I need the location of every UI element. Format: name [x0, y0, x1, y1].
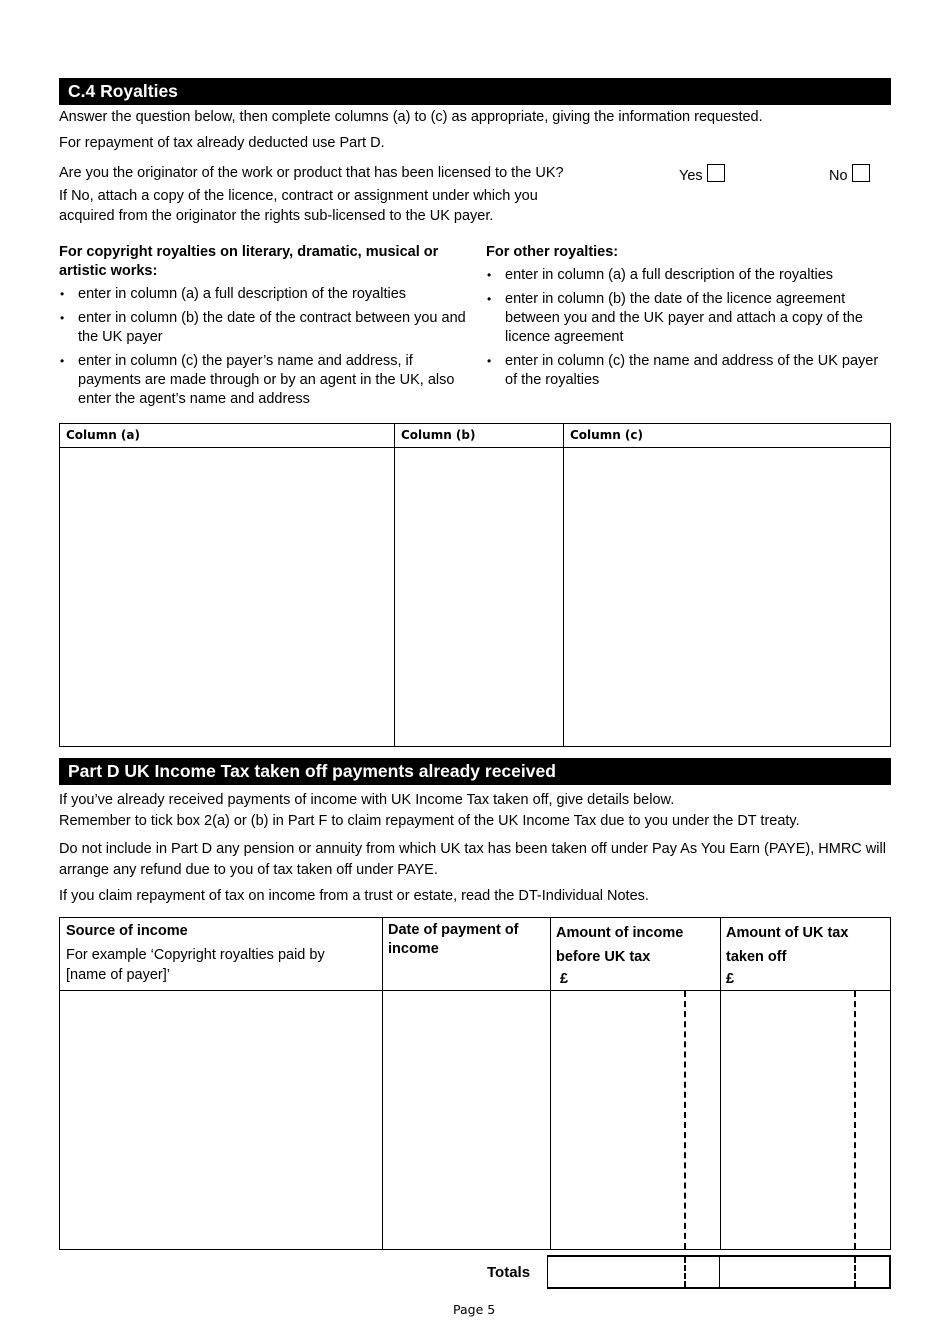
- originator-note-2: acquired from the originator the rights sub-licensed to the UK payer.: [59, 208, 494, 224]
- column-c-header: Column (c): [570, 428, 644, 442]
- royalties-table: [59, 423, 891, 747]
- yes-option[interactable]: [679, 164, 725, 186]
- originator-note-1: If No, attach a copy of the licence, contract or assignment under which you: [59, 188, 538, 204]
- other-item: • enter in column (c) the name and address of the UK payer of the royalties: [486, 352, 891, 390]
- totals-label: Totals: [487, 1264, 531, 1281]
- tax-currency: £: [726, 971, 735, 987]
- part-d-para3: If you claim repayment of tax on income from a trust or estate, read the DT-Individual Notes.: [59, 888, 649, 904]
- totals-row: [547, 1255, 891, 1289]
- other-instructions: [486, 243, 891, 395]
- amount-currency: £: [560, 971, 569, 987]
- source-field[interactable]: [60, 991, 382, 1249]
- part-d-para1-line1: If you’ve already received payments of income with UK Income Tax taken off, give details below.: [59, 792, 675, 808]
- copyright-item: • enter in column (a) a full description of the royalties: [59, 285, 469, 304]
- yes-checkbox[interactable]: [707, 164, 725, 182]
- tax-heading: Amount of UK tax taken off: [726, 925, 849, 965]
- column-c-field[interactable]: [564, 448, 890, 746]
- yes-label: Yes: [679, 168, 703, 184]
- income-tax-table: [59, 917, 891, 1250]
- column-b-header: Column (b): [401, 428, 476, 442]
- other-item: • enter in column (b) the date of the licence agreement between you and the UK payer and attach a copy of the licence agreement: [486, 290, 891, 347]
- column-b-field[interactable]: [395, 448, 563, 746]
- other-item: • enter in column (a) a full description of the royalties: [486, 266, 891, 285]
- part-d-title: Part D UK Income Tax taken off payments already received: [59, 758, 891, 785]
- column-a-header: Column (a): [66, 428, 140, 442]
- part-d-para1-line2: Remember to tick box 2(a) or (b) in Part F to claim repayment of the UK Income Tax due to you under the DT treaty.: [59, 813, 800, 829]
- c4-intro-2: For repayment of tax already deducted use Part D.: [59, 135, 385, 151]
- copyright-instructions: [59, 243, 469, 414]
- copyright-heading: For copyright royalties on literary, dramatic, musical or artistic works:: [59, 244, 439, 279]
- originator-question: Are you the originator of the work or product that has been licensed to the UK?: [59, 165, 564, 181]
- no-label: No: [829, 168, 848, 184]
- no-checkbox[interactable]: [852, 164, 870, 182]
- date-field[interactable]: [383, 991, 550, 1249]
- no-option[interactable]: [829, 164, 870, 186]
- c4-intro-1: Answer the question below, then complete columns (a) to (c) as appropriate, giving the information requested.: [59, 109, 763, 125]
- date-heading: Date of payment of income: [388, 922, 519, 957]
- total-amount-field[interactable]: [548, 1257, 719, 1287]
- source-heading: Source of income: [66, 923, 188, 939]
- amount-field[interactable]: [551, 991, 720, 1249]
- copyright-item: • enter in column (b) the date of the contract between you and the UK payer: [59, 309, 469, 347]
- amount-heading: Amount of income before UK tax: [556, 925, 684, 965]
- copyright-item: • enter in column (c) the payer’s name and address, if payments are made through or by an agent in the UK, also enter the agent’s name and address: [59, 352, 469, 409]
- column-a-field[interactable]: [60, 448, 394, 746]
- total-tax-field[interactable]: [720, 1257, 889, 1287]
- section-c4-title: C.4 Royalties: [59, 78, 891, 105]
- tax-field[interactable]: [721, 991, 890, 1249]
- source-example: For example ‘Copyright royalties paid by [name of payer]’: [66, 947, 325, 983]
- part-d-para2: Do not include in Part D any pension or annuity from which UK tax has been taken off under Pay As You Earn (PAYE), HMRC will arrange any refund due to you of tax taken off under PAYE.: [59, 841, 886, 878]
- page-number: Page 5: [453, 1302, 496, 1317]
- other-heading: For other royalties:: [486, 244, 619, 260]
